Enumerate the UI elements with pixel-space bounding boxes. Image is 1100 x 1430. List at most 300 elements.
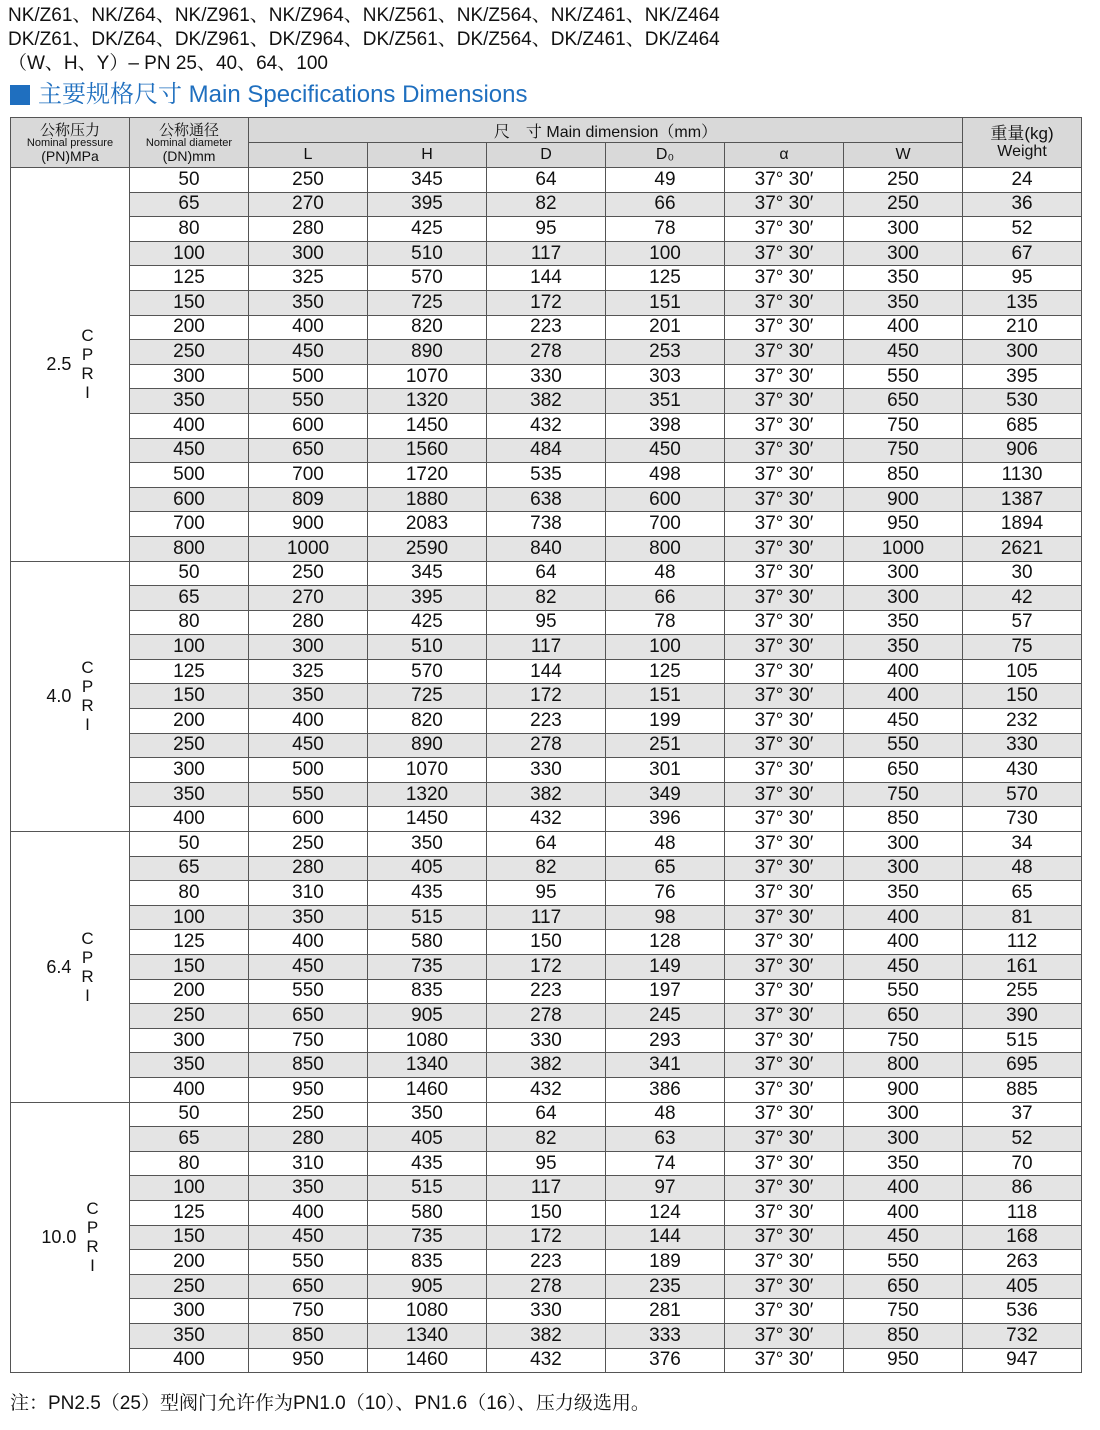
cell-d: 117 [487, 1176, 606, 1201]
cell-d0: 151 [606, 684, 725, 709]
cell-w: 850 [844, 807, 963, 832]
cell-l: 270 [249, 192, 368, 217]
cell-dn: 125 [130, 930, 249, 955]
cell-alpha: 37° 30′ [725, 1323, 844, 1348]
cell-h: 395 [368, 586, 487, 611]
cell-weight: 530 [963, 389, 1082, 414]
cell-d: 638 [487, 487, 606, 512]
cell-alpha: 37° 30′ [725, 955, 844, 980]
cell-weight: 885 [963, 1077, 1082, 1102]
cell-weight: 150 [963, 684, 1082, 709]
table-row [11, 733, 1082, 758]
cell-d0: 386 [606, 1077, 725, 1102]
cell-dn: 125 [130, 266, 249, 291]
cell-alpha: 37° 30′ [725, 1053, 844, 1078]
cell-weight: 86 [963, 1176, 1082, 1201]
cell-weight: 70 [963, 1151, 1082, 1176]
material-letter: P [81, 677, 94, 697]
cell-alpha: 37° 30′ [725, 807, 844, 832]
cell-l: 400 [249, 930, 368, 955]
table-row [11, 930, 1082, 955]
cell-dn: 65 [130, 1127, 249, 1152]
cell-h: 1070 [368, 364, 487, 389]
cell-alpha: 37° 30′ [725, 930, 844, 955]
cell-weight: 118 [963, 1200, 1082, 1225]
cell-w: 800 [844, 1053, 963, 1078]
cell-d: 223 [487, 979, 606, 1004]
cell-w: 650 [844, 389, 963, 414]
cell-l: 600 [249, 413, 368, 438]
cell-d0: 100 [606, 241, 725, 266]
table-row [11, 241, 1082, 266]
cell-h: 725 [368, 684, 487, 709]
cell-w: 250 [844, 192, 963, 217]
cell-weight: 395 [963, 364, 1082, 389]
table-row [11, 1077, 1082, 1102]
cell-d0: 125 [606, 659, 725, 684]
cell-w: 400 [844, 684, 963, 709]
cell-weight: 42 [963, 586, 1082, 611]
pressure-group-cell [11, 832, 130, 1103]
cell-l: 300 [249, 635, 368, 660]
cell-weight: 515 [963, 1028, 1082, 1053]
cell-d0: 251 [606, 733, 725, 758]
cell-d: 382 [487, 782, 606, 807]
section-title [10, 80, 527, 110]
cell-weight: 730 [963, 807, 1082, 832]
cell-d: 64 [487, 1102, 606, 1127]
cell-alpha: 37° 30′ [725, 1250, 844, 1275]
cell-dn: 300 [130, 758, 249, 783]
cell-d: 223 [487, 315, 606, 340]
cell-l: 950 [249, 1348, 368, 1373]
cell-l: 500 [249, 364, 368, 389]
material-letter: R [81, 966, 94, 986]
cell-dn: 150 [130, 684, 249, 709]
header-col-d0: D₀ [606, 143, 725, 168]
table-row [11, 1299, 1082, 1324]
table-row [11, 832, 1082, 857]
header-col-h: H [368, 143, 487, 168]
cell-dn: 80 [130, 881, 249, 906]
cell-d0: 303 [606, 364, 725, 389]
cell-w: 550 [844, 979, 963, 1004]
cell-h: 820 [368, 709, 487, 734]
cell-d: 95 [487, 1151, 606, 1176]
material-letter: I [85, 715, 90, 735]
cell-alpha: 37° 30′ [725, 512, 844, 537]
cell-weight: 263 [963, 1250, 1082, 1275]
cell-w: 450 [844, 340, 963, 365]
cell-h: 905 [368, 1274, 487, 1299]
cell-l: 310 [249, 1151, 368, 1176]
model-list-line-1: NK/Z61、NK/Z64、NK/Z961、NK/Z964、NK/Z561、NK/Z564、NK/Z461、NK/Z464 [8, 5, 720, 26]
table-row [11, 413, 1082, 438]
table-row [11, 438, 1082, 463]
cell-d0: 700 [606, 512, 725, 537]
header-nominal-diameter: 公称通径 Nominal diameter (DN)mm [130, 118, 249, 168]
cell-dn: 150 [130, 955, 249, 980]
cell-alpha: 37° 30′ [725, 1348, 844, 1373]
cell-dn: 100 [130, 1176, 249, 1201]
cell-l: 350 [249, 905, 368, 930]
cell-h: 1070 [368, 758, 487, 783]
cell-dn: 500 [130, 463, 249, 488]
cell-w: 300 [844, 561, 963, 586]
cell-d0: 78 [606, 610, 725, 635]
cell-w: 650 [844, 1004, 963, 1029]
cell-w: 300 [844, 241, 963, 266]
table-row [11, 610, 1082, 635]
cell-d0: 48 [606, 561, 725, 586]
cell-h: 735 [368, 955, 487, 980]
cell-h: 890 [368, 733, 487, 758]
cell-d0: 63 [606, 1127, 725, 1152]
cell-d: 432 [487, 1077, 606, 1102]
cell-l: 250 [249, 561, 368, 586]
cell-dn: 400 [130, 1348, 249, 1373]
cell-d0: 199 [606, 709, 725, 734]
cell-alpha: 37° 30′ [725, 266, 844, 291]
cell-weight: 390 [963, 1004, 1082, 1029]
table-row [11, 955, 1082, 980]
cell-l: 750 [249, 1028, 368, 1053]
cell-dn: 250 [130, 340, 249, 365]
cell-w: 250 [844, 168, 963, 193]
material-letter: P [81, 947, 94, 967]
cell-alpha: 37° 30′ [725, 832, 844, 857]
pressure-group-cell [11, 1102, 130, 1373]
cell-l: 280 [249, 610, 368, 635]
cell-l: 1000 [249, 536, 368, 561]
cell-d0: 349 [606, 782, 725, 807]
cell-d: 64 [487, 832, 606, 857]
cell-dn: 200 [130, 315, 249, 340]
cell-d0: 48 [606, 832, 725, 857]
cell-d0: 125 [606, 266, 725, 291]
cell-alpha: 37° 30′ [725, 364, 844, 389]
cell-alpha: 37° 30′ [725, 487, 844, 512]
table-row [11, 586, 1082, 611]
cell-alpha: 37° 30′ [725, 635, 844, 660]
table-row [11, 684, 1082, 709]
cell-w: 400 [844, 659, 963, 684]
cell-d0: 245 [606, 1004, 725, 1029]
cell-weight: 330 [963, 733, 1082, 758]
cell-alpha: 37° 30′ [725, 905, 844, 930]
cell-l: 550 [249, 782, 368, 807]
cell-d: 330 [487, 364, 606, 389]
cell-d: 330 [487, 758, 606, 783]
cell-l: 325 [249, 659, 368, 684]
cell-weight: 161 [963, 955, 1082, 980]
cell-d0: 128 [606, 930, 725, 955]
cell-dn: 250 [130, 733, 249, 758]
cell-h: 510 [368, 635, 487, 660]
cell-l: 550 [249, 979, 368, 1004]
cell-h: 1720 [368, 463, 487, 488]
cell-d0: 98 [606, 905, 725, 930]
cell-d0: 78 [606, 217, 725, 242]
cell-w: 900 [844, 487, 963, 512]
cell-d0: 151 [606, 290, 725, 315]
cell-weight: 255 [963, 979, 1082, 1004]
cell-d: 278 [487, 733, 606, 758]
cell-alpha: 37° 30′ [725, 758, 844, 783]
cell-alpha: 37° 30′ [725, 659, 844, 684]
cell-l: 250 [249, 168, 368, 193]
cell-h: 2590 [368, 536, 487, 561]
cell-h: 570 [368, 266, 487, 291]
material-label [81, 929, 93, 1005]
cell-alpha: 37° 30′ [725, 413, 844, 438]
material-letter: C [81, 326, 94, 346]
cell-w: 300 [844, 217, 963, 242]
cell-l: 750 [249, 1299, 368, 1324]
cell-dn: 200 [130, 1250, 249, 1275]
cell-dn: 65 [130, 192, 249, 217]
cell-h: 1450 [368, 807, 487, 832]
cell-d: 64 [487, 168, 606, 193]
cell-h: 735 [368, 1225, 487, 1250]
cell-weight: 36 [963, 192, 1082, 217]
cell-weight: 67 [963, 241, 1082, 266]
cell-d: 432 [487, 413, 606, 438]
material-letter: C [86, 1199, 99, 1219]
cell-h: 1080 [368, 1299, 487, 1324]
cell-dn: 350 [130, 1053, 249, 1078]
cell-l: 250 [249, 1102, 368, 1127]
cell-w: 400 [844, 1176, 963, 1201]
table-row [11, 1127, 1082, 1152]
cell-w: 300 [844, 856, 963, 881]
cell-l: 950 [249, 1077, 368, 1102]
cell-weight: 300 [963, 340, 1082, 365]
cell-h: 345 [368, 168, 487, 193]
pressure-group-cell [11, 561, 130, 832]
cell-dn: 80 [130, 1151, 249, 1176]
cell-weight: 570 [963, 782, 1082, 807]
cell-h: 425 [368, 217, 487, 242]
cell-d: 117 [487, 905, 606, 930]
cell-h: 725 [368, 290, 487, 315]
cell-d0: 197 [606, 979, 725, 1004]
cell-alpha: 37° 30′ [725, 315, 844, 340]
cell-h: 570 [368, 659, 487, 684]
cell-d: 144 [487, 659, 606, 684]
cell-w: 750 [844, 438, 963, 463]
cell-w: 350 [844, 266, 963, 291]
cell-w: 850 [844, 1323, 963, 1348]
model-list-line-2: DK/Z61、DK/Z64、DK/Z961、DK/Z964、DK/Z561、DK/Z564、DK/Z461、DK/Z464 [8, 29, 720, 50]
cell-weight: 168 [963, 1225, 1082, 1250]
cell-d0: 341 [606, 1053, 725, 1078]
cell-d: 330 [487, 1028, 606, 1053]
cell-dn: 100 [130, 635, 249, 660]
header-main-dimension: 尺 寸 Main dimension（mm） [249, 118, 963, 143]
cell-alpha: 37° 30′ [725, 684, 844, 709]
cell-d: 172 [487, 955, 606, 980]
cell-d: 738 [487, 512, 606, 537]
material-letter: C [81, 658, 94, 678]
cell-alpha: 37° 30′ [725, 192, 844, 217]
cell-weight: 105 [963, 659, 1082, 684]
cell-weight: 906 [963, 438, 1082, 463]
cell-d: 278 [487, 1274, 606, 1299]
cell-l: 450 [249, 340, 368, 365]
cell-d0: 201 [606, 315, 725, 340]
cell-d0: 498 [606, 463, 725, 488]
cell-w: 400 [844, 315, 963, 340]
cell-h: 820 [368, 315, 487, 340]
cell-dn: 350 [130, 1323, 249, 1348]
cell-alpha: 37° 30′ [725, 881, 844, 906]
cell-l: 350 [249, 684, 368, 709]
cell-h: 2083 [368, 512, 487, 537]
cell-d: 278 [487, 1004, 606, 1029]
table-row [11, 290, 1082, 315]
table-row [11, 635, 1082, 660]
cell-l: 650 [249, 1004, 368, 1029]
cell-d: 382 [487, 389, 606, 414]
table-row [11, 758, 1082, 783]
cell-l: 550 [249, 1250, 368, 1275]
cell-h: 1320 [368, 782, 487, 807]
cell-w: 350 [844, 1151, 963, 1176]
cell-alpha: 37° 30′ [725, 1299, 844, 1324]
cell-alpha: 37° 30′ [725, 168, 844, 193]
cell-dn: 100 [130, 905, 249, 930]
table-row [11, 881, 1082, 906]
cell-weight: 430 [963, 758, 1082, 783]
cell-dn: 125 [130, 1200, 249, 1225]
cell-w: 550 [844, 364, 963, 389]
cell-w: 400 [844, 930, 963, 955]
table-row [11, 709, 1082, 734]
cell-weight: 112 [963, 930, 1082, 955]
cell-d0: 398 [606, 413, 725, 438]
cell-alpha: 37° 30′ [725, 463, 844, 488]
cell-l: 650 [249, 438, 368, 463]
cell-h: 835 [368, 1250, 487, 1275]
cell-alpha: 37° 30′ [725, 241, 844, 266]
cell-weight: 135 [963, 290, 1082, 315]
cell-dn: 300 [130, 1299, 249, 1324]
cell-l: 850 [249, 1323, 368, 1348]
cell-w: 750 [844, 413, 963, 438]
cell-h: 405 [368, 856, 487, 881]
cell-l: 350 [249, 1176, 368, 1201]
material-letter: I [85, 985, 90, 1005]
cell-d0: 66 [606, 586, 725, 611]
cell-d0: 376 [606, 1348, 725, 1373]
cell-weight: 75 [963, 635, 1082, 660]
cell-h: 515 [368, 905, 487, 930]
cell-w: 350 [844, 881, 963, 906]
cell-d0: 65 [606, 856, 725, 881]
cell-alpha: 37° 30′ [725, 1127, 844, 1152]
table-row [11, 1323, 1082, 1348]
cell-d: 223 [487, 1250, 606, 1275]
cell-w: 650 [844, 1274, 963, 1299]
cell-d0: 149 [606, 955, 725, 980]
table-row [11, 856, 1082, 881]
table-row [11, 389, 1082, 414]
material-label [86, 1199, 98, 1275]
cell-d: 82 [487, 1127, 606, 1152]
cell-weight: 52 [963, 217, 1082, 242]
table-body [11, 168, 1082, 1373]
cell-alpha: 37° 30′ [725, 1274, 844, 1299]
table-row [11, 512, 1082, 537]
cell-weight: 37 [963, 1102, 1082, 1127]
cell-d0: 189 [606, 1250, 725, 1275]
cell-d: 64 [487, 561, 606, 586]
cell-l: 350 [249, 290, 368, 315]
cell-w: 550 [844, 733, 963, 758]
cell-dn: 350 [130, 782, 249, 807]
cell-d0: 450 [606, 438, 725, 463]
cell-d0: 800 [606, 536, 725, 561]
cell-weight: 685 [963, 413, 1082, 438]
cell-h: 1560 [368, 438, 487, 463]
cell-w: 300 [844, 832, 963, 857]
cell-d: 278 [487, 340, 606, 365]
header-col-w: W [844, 143, 963, 168]
cell-l: 500 [249, 758, 368, 783]
cell-alpha: 37° 30′ [725, 610, 844, 635]
cell-w: 550 [844, 1250, 963, 1275]
cell-l: 280 [249, 856, 368, 881]
cell-dn: 65 [130, 586, 249, 611]
cell-dn: 300 [130, 364, 249, 389]
cell-h: 435 [368, 1151, 487, 1176]
cell-d: 840 [487, 536, 606, 561]
table-row [11, 659, 1082, 684]
cell-d: 82 [487, 856, 606, 881]
table-row [11, 1225, 1082, 1250]
cell-weight: 1130 [963, 463, 1082, 488]
cell-dn: 700 [130, 512, 249, 537]
cell-h: 510 [368, 241, 487, 266]
cell-alpha: 37° 30′ [725, 1077, 844, 1102]
cell-w: 950 [844, 1348, 963, 1373]
cell-w: 400 [844, 905, 963, 930]
cell-d0: 49 [606, 168, 725, 193]
cell-weight: 695 [963, 1053, 1082, 1078]
cell-dn: 400 [130, 1077, 249, 1102]
cell-l: 310 [249, 881, 368, 906]
cell-d0: 76 [606, 881, 725, 906]
material-letter: R [81, 696, 94, 716]
cell-l: 700 [249, 463, 368, 488]
cell-d0: 281 [606, 1299, 725, 1324]
cell-h: 1460 [368, 1077, 487, 1102]
cell-alpha: 37° 30′ [725, 1176, 844, 1201]
cell-l: 650 [249, 1274, 368, 1299]
table-row [11, 1053, 1082, 1078]
material-letter: I [90, 1256, 95, 1276]
cell-w: 300 [844, 1127, 963, 1152]
cell-weight: 1894 [963, 512, 1082, 537]
cell-alpha: 37° 30′ [725, 856, 844, 881]
cell-dn: 800 [130, 536, 249, 561]
cell-alpha: 37° 30′ [725, 290, 844, 315]
cell-dn: 65 [130, 856, 249, 881]
table-row [11, 1176, 1082, 1201]
cell-l: 280 [249, 1127, 368, 1152]
material-letter: I [85, 383, 90, 403]
